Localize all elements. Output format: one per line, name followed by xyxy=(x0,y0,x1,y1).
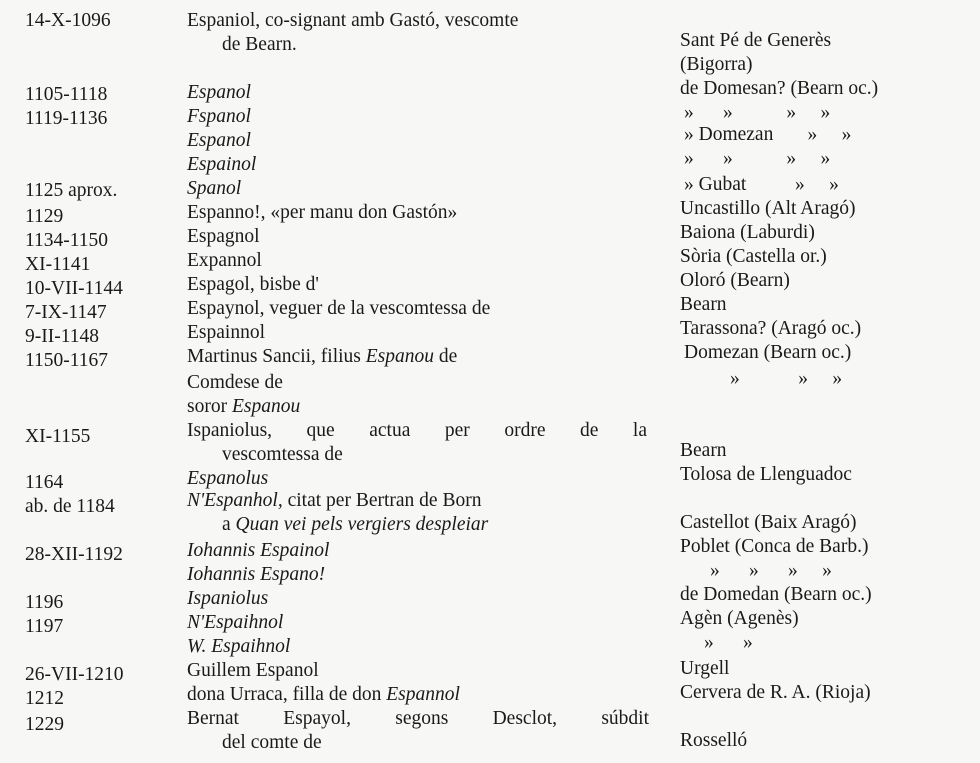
date-cell: ab. de 1184 xyxy=(25,496,115,517)
place-cell: de Domedan (Bearn oc.) xyxy=(680,584,872,605)
entry-text: Expannol xyxy=(187,250,262,271)
date-cell: 1129 xyxy=(25,206,64,227)
entry-text: del comte de xyxy=(222,732,322,753)
date-cell: 7-IX-1147 xyxy=(25,302,107,323)
date-cell: 26-VII-1210 xyxy=(25,664,124,685)
place-cell: » Domezan » » xyxy=(684,124,852,145)
place-cell: Uncastillo (Alt Aragó) xyxy=(680,198,856,219)
entry-name: Ispaniolus xyxy=(187,588,269,609)
date-cell: 10-VII-1144 xyxy=(25,278,123,299)
place-cell: » Gubat » » xyxy=(684,174,839,195)
place-cell: Poblet (Conca de Barb.) xyxy=(680,536,869,557)
place-cell: Tarassona? (Aragó oc.) xyxy=(680,318,862,339)
entry-text: Espaynol, veguer de la vescomtessa de xyxy=(187,298,491,319)
entry-text: vescomtessa de xyxy=(222,444,343,465)
entry-name: Iohannis Espainol xyxy=(187,540,330,561)
entry-text: a Quan vei pels vergiers despleiar xyxy=(222,514,489,535)
place-cell: Cervera de R. A. (Rioja) xyxy=(680,682,871,703)
place-ditto: » » » » xyxy=(710,560,832,581)
date-cell: XI-1141 xyxy=(25,254,91,275)
place-cell: Rosselló xyxy=(680,730,748,751)
date-cell: 1164 xyxy=(25,472,64,493)
entry-text: Espanno!, «per manu don Gastón» xyxy=(187,202,458,223)
entry-text: dona Urraca, filla de don Espannol xyxy=(187,684,460,705)
entry-name: W. Espaihnol xyxy=(187,636,291,657)
place-cell: Urgell xyxy=(680,658,730,679)
place-cell: Oloró (Bearn) xyxy=(680,270,790,291)
entry-text: soror Espanou xyxy=(187,396,301,417)
place-cell: de Domesan? (Bearn oc.) xyxy=(680,78,879,99)
entry-text: Martinus Sancii, filius Espanou de xyxy=(187,346,458,367)
entry-text: Espaniol, co-signant amb Gastó, vescomte xyxy=(187,10,519,31)
place-ditto: » » xyxy=(704,632,753,653)
date-cell: 1134-1150 xyxy=(25,230,109,251)
entry-text: de Bearn. xyxy=(222,34,297,55)
date-cell: 1105-1118 xyxy=(25,84,108,105)
entry-name: Espanol xyxy=(187,82,251,103)
place-cell: Domezan (Bearn oc.) xyxy=(684,342,852,363)
entry-text: Espagol, bisbe d' xyxy=(187,274,319,295)
entry-text: Bernat Espayol, segons Desclot, súbdit xyxy=(187,708,649,729)
entry-text: Guillem Espanol xyxy=(187,660,319,681)
entry-text: Ispaniolus, que actua per ordre de la xyxy=(187,420,647,441)
date-cell: XI-1155 xyxy=(25,426,91,447)
date-cell: 1196 xyxy=(25,592,64,613)
place-ditto: » » » xyxy=(730,368,843,389)
date-cell: 28-XII-1192 xyxy=(25,544,123,565)
date-cell: 1197 xyxy=(25,616,64,637)
date-cell: 1150-1167 xyxy=(25,350,109,371)
place-cell: Agèn (Agenès) xyxy=(680,608,799,629)
place-cell: Tolosa de Llenguadoc xyxy=(680,464,852,485)
place-cell: Baiona (Laburdi) xyxy=(680,222,815,243)
place-cell: (Bigorra) xyxy=(680,54,753,75)
entry-text: Comdese de xyxy=(187,372,283,393)
entry-text: Espainnol xyxy=(187,322,265,343)
entry-text: N'Espanhol, citat per Bertran de Born xyxy=(187,490,482,511)
place-cell: Sòria (Castella or.) xyxy=(680,246,827,267)
place-cell: Sant Pé de Generès xyxy=(680,30,832,51)
entry-name: Spanol xyxy=(187,178,242,199)
date-cell: 9-II-1148 xyxy=(25,326,100,347)
place-cell: Bearn xyxy=(680,440,727,461)
date-cell: 1125 aprox. xyxy=(25,180,118,201)
date-cell: 1119-1136 xyxy=(25,108,108,129)
place-ditto: » » » » xyxy=(684,148,831,169)
place-ditto: » » » » xyxy=(684,102,831,123)
entry-name: Espainol xyxy=(187,154,257,175)
date-cell: 1212 xyxy=(25,688,64,709)
entry-name: Espanolus xyxy=(187,468,269,489)
entry-name: Fspanol xyxy=(187,106,251,127)
entry-name: N'Espaihnol xyxy=(187,612,284,633)
entry-name: Espanol xyxy=(187,130,251,151)
entry-name: Iohannis Espano! xyxy=(187,564,326,585)
date-cell: 1229 xyxy=(25,714,64,735)
date-cell: 14-X-1096 xyxy=(25,10,111,31)
place-cell: Castellot (Baix Aragó) xyxy=(680,512,857,533)
entry-text: Espagnol xyxy=(187,226,260,247)
place-cell: Bearn xyxy=(680,294,727,315)
